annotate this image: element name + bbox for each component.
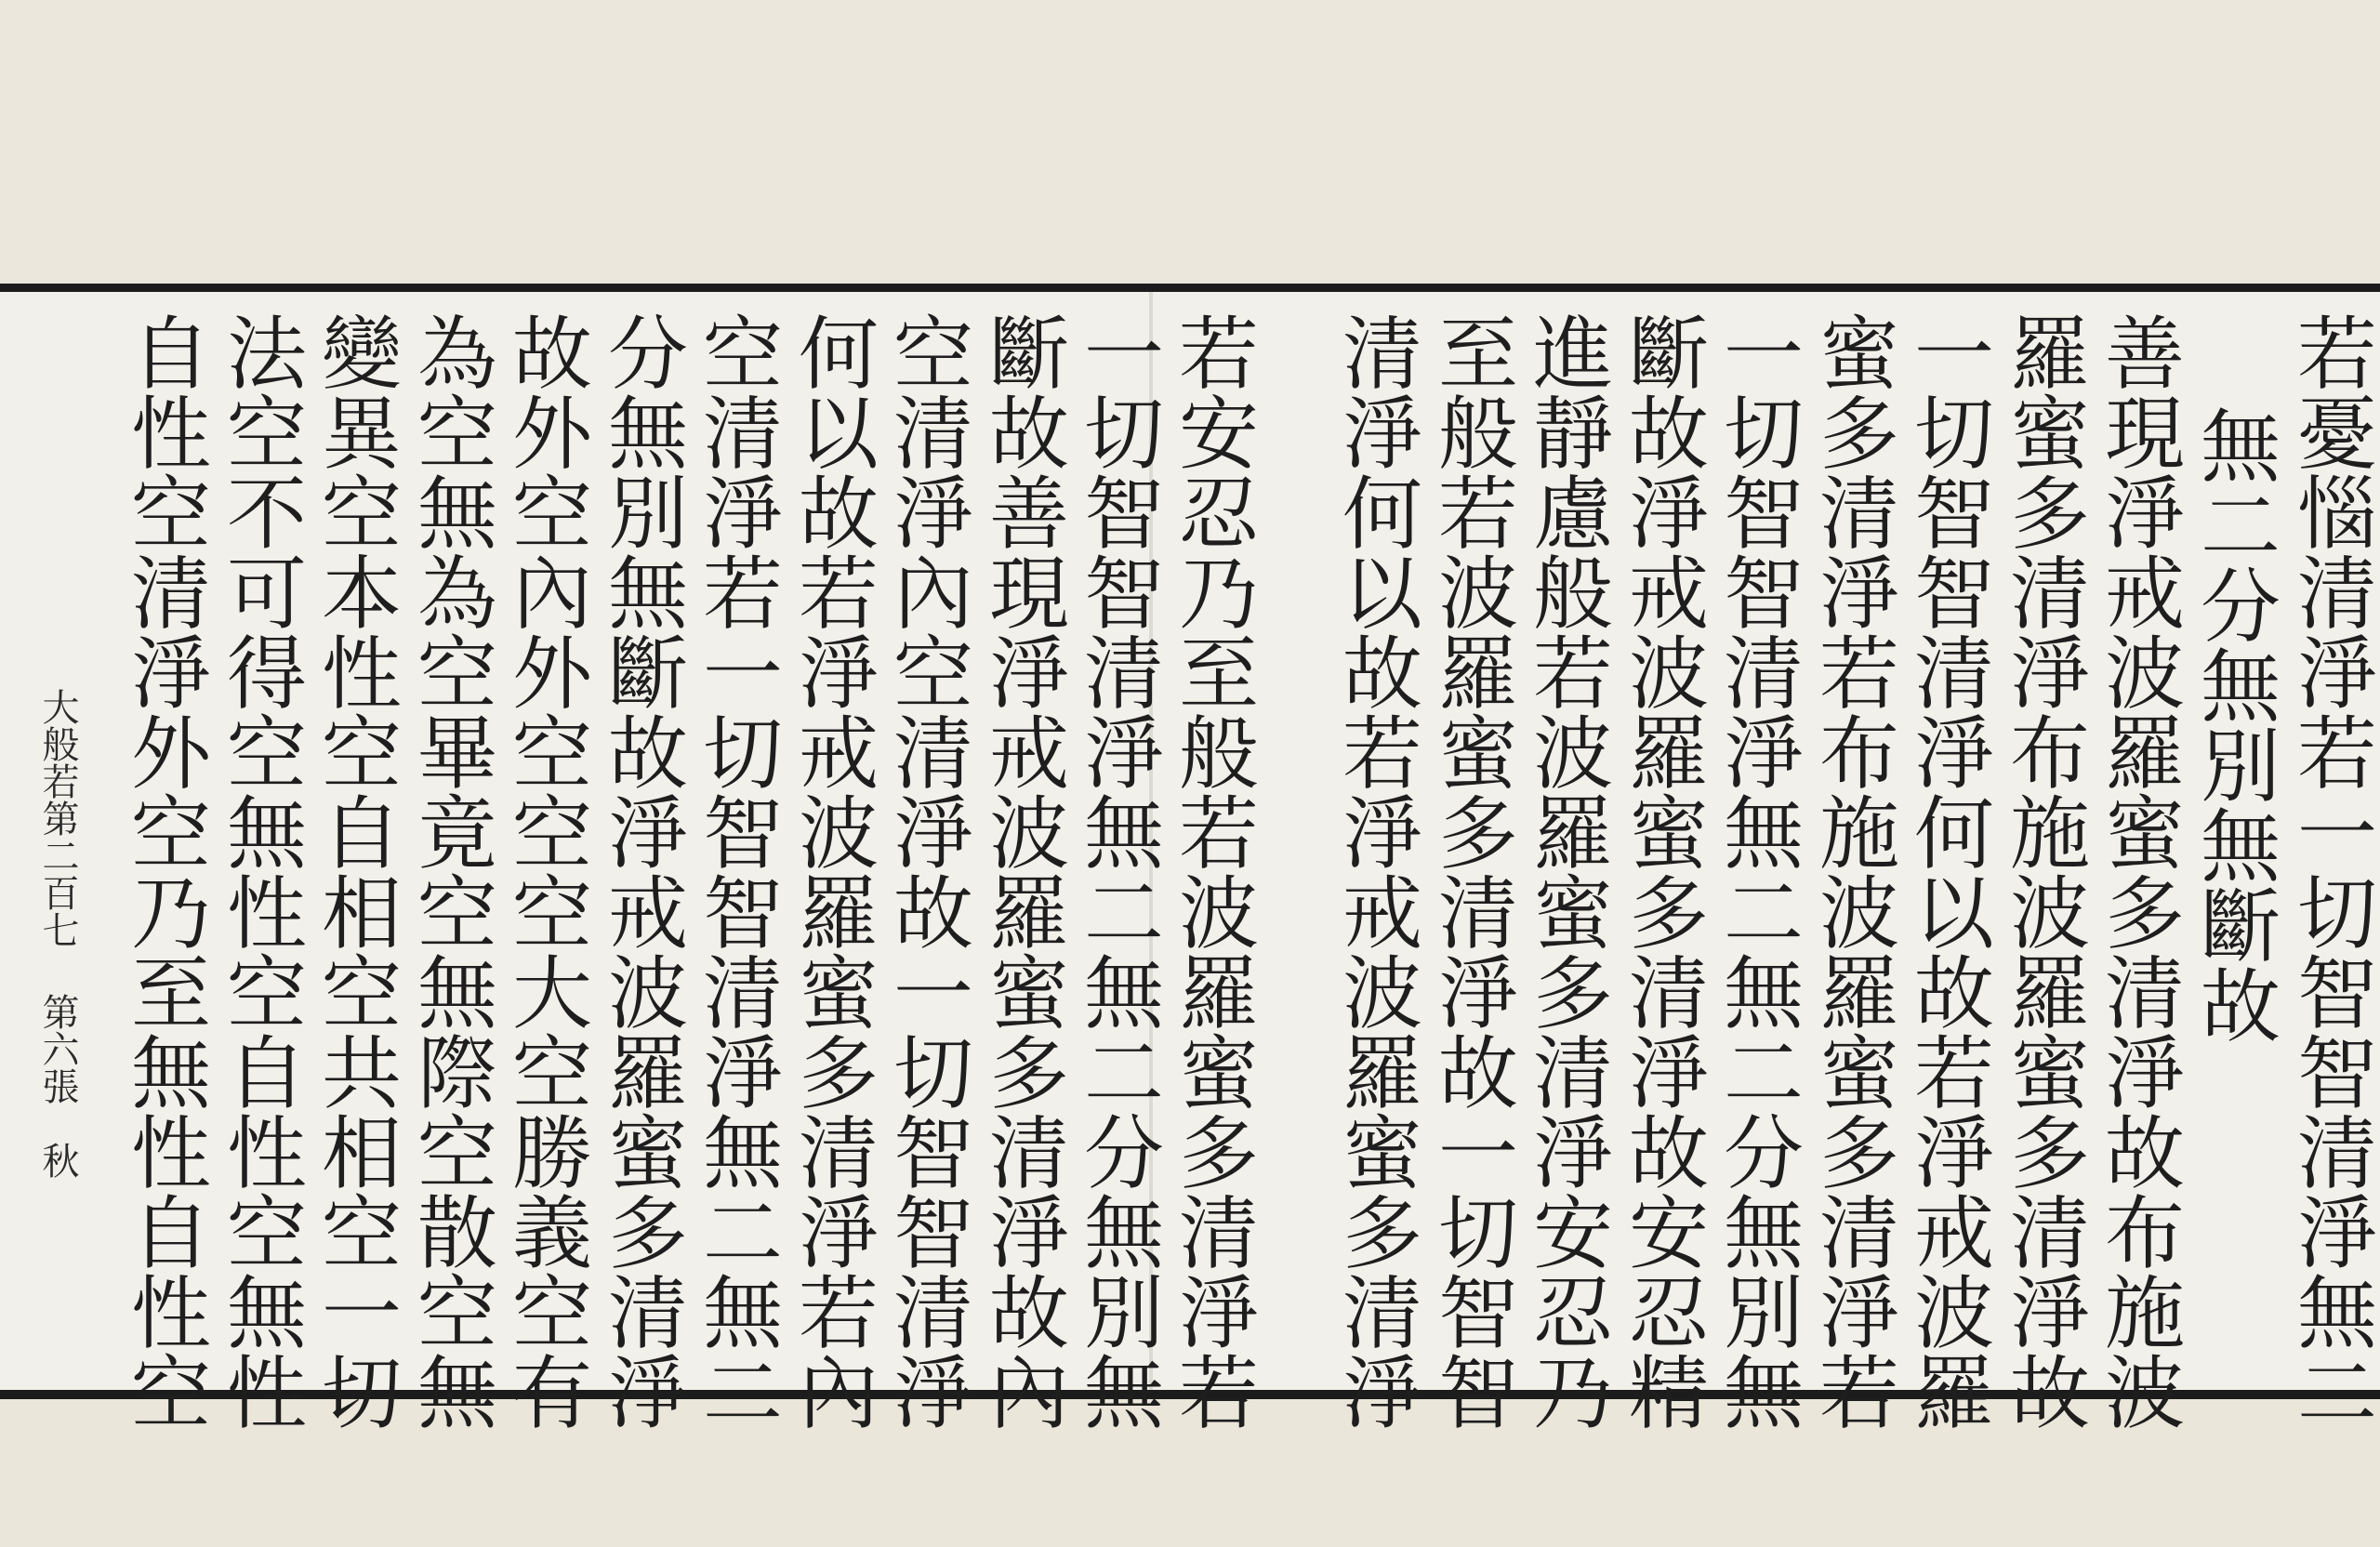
- text-column-20: 為空無為空畢竟空無際空散空無: [403, 311, 496, 1431]
- text-column-13: 一切智智清淨無二無二分無別無: [1070, 311, 1163, 1431]
- text-column-12: 若安忍乃至般若波羅蜜多清淨若: [1165, 311, 1258, 1431]
- text-column-4: 羅蜜多清淨布施波羅蜜多清淨故: [1996, 311, 2089, 1431]
- text-column-3: 善現淨戒波羅蜜多清淨故布施波: [2091, 311, 2184, 1431]
- text-column-21: 變異空本性空自相空共相空一切: [308, 311, 401, 1431]
- text-column-6: 蜜多清淨若布施波羅蜜多清淨若: [1805, 311, 1898, 1431]
- text-column-19: 故外空內外空空空大空勝義空有: [498, 311, 591, 1431]
- text-column-10: 至般若波羅蜜多清淨故一切智智: [1424, 311, 1517, 1431]
- text-column-8: 斷故淨戒波羅蜜多清淨故安忍精: [1615, 311, 1708, 1431]
- margin-volume-title: 大般若第二百七: [36, 688, 79, 948]
- text-column-23: 自性空清淨外空乃至無性自性空: [117, 311, 210, 1431]
- margin-mark: 秋: [36, 1142, 79, 1179]
- text-column-18: 分無別無斷故淨戒波羅蜜多清淨: [594, 311, 687, 1431]
- text-column-17: 空清淨若一切智智清淨無二無二: [689, 311, 782, 1431]
- text-column-16: 何以故若淨戒波羅蜜多清淨若內: [785, 311, 878, 1431]
- text-column-5: 一切智智清淨何以故若淨戒波羅: [1900, 311, 1993, 1431]
- text-column-14: 斷故善現淨戒波羅蜜多清淨故內: [975, 311, 1068, 1431]
- upper-margin: [0, 0, 2380, 284]
- text-column-15: 空清淨內空清淨故一切智智清淨: [879, 311, 972, 1431]
- text-column-2: 無二分無別無斷故: [2187, 404, 2280, 1044]
- text-column-11: 清淨何以故若淨戒波羅蜜多清淨: [1329, 311, 1421, 1431]
- top-border-rule: [0, 284, 2380, 292]
- margin-page-number: 第六張: [36, 993, 79, 1104]
- text-column-9: 進靜慮般若波羅蜜多清淨安忍乃: [1519, 311, 1612, 1431]
- text-column-22: 法空不可得空無性空自性空無性: [213, 311, 306, 1431]
- text-column-7: 一切智智清淨無二無二分無別無: [1710, 311, 1803, 1431]
- text-column-1: 若憂惱清淨若一切智智清淨無二: [2283, 311, 2376, 1431]
